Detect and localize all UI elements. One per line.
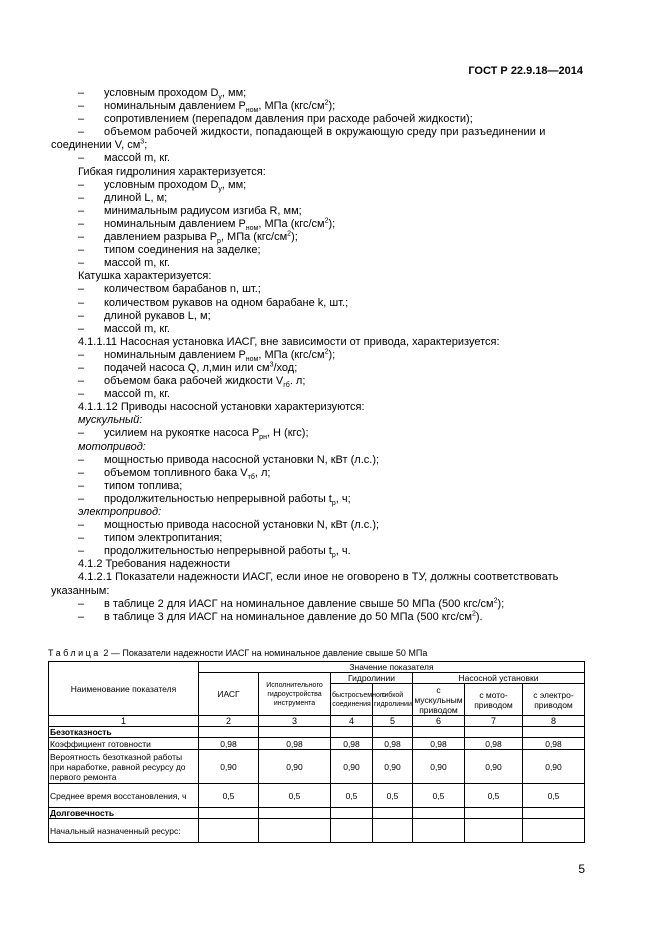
line-text: объемом бака рабочей жидкости V (104, 375, 284, 388)
cell: 0,90 (523, 750, 585, 784)
paragraph-line (78, 506, 584, 519)
subscript: у (218, 94, 222, 102)
cell: 0,98 (413, 738, 465, 750)
header-pump: Насосной установки (413, 673, 585, 684)
table-caption (48, 648, 427, 658)
cell: 0,98 (199, 738, 259, 750)
line-text: массой m, кг. (104, 257, 170, 270)
line-text: соединении V, см (51, 139, 141, 152)
header-value: Значение показателя (199, 662, 585, 673)
superscript: 2 (471, 610, 476, 618)
list-item (78, 113, 584, 126)
header-quick-coupling: быстросъемного соединения (331, 684, 373, 716)
cell: 0,90 (413, 750, 465, 784)
line-tail: ). (475, 610, 483, 623)
dash-marker: – (78, 388, 85, 401)
col-num: 1 (49, 716, 199, 727)
header-motor: с мото-приводом (465, 684, 523, 716)
list-item (78, 192, 584, 205)
superscript: 3 (269, 361, 274, 369)
table-caption-text: — Показатели надежности ИАСГ на номинальное давление свыше 50 МПа (110, 648, 428, 658)
paragraph-line (78, 270, 584, 283)
header-electric: с электро-приводом (523, 684, 585, 716)
line-text: условным проходом D (104, 178, 219, 191)
line-text: типом электропитания; (104, 532, 223, 545)
header-muscle: с мускульным приводом (414, 684, 463, 715)
document-body (51, 87, 584, 624)
dash-marker: – (78, 545, 85, 558)
superscript: 2 (324, 99, 329, 107)
line-tail: ); (497, 597, 505, 610)
list-item (78, 598, 584, 611)
line-text: количеством барабанов n, шт.; (104, 283, 261, 296)
list-item (78, 218, 584, 231)
cell: 0,90 (259, 750, 331, 784)
list-item (78, 310, 584, 323)
list-item (78, 454, 584, 467)
line-tail: . л; (289, 375, 306, 388)
dash-marker: – (78, 361, 85, 374)
line-text: в таблице 2 для ИАСГ на номинальное давление свыше 50 МПа (500 кгс/см (104, 597, 494, 610)
row-label: Начальный назначенный ресурс: (49, 819, 199, 843)
line-tail: , мм; (221, 87, 247, 99)
line-text: мощностью привода насосной установки N, кВт (л.с.); (104, 453, 380, 466)
dash-marker: – (78, 348, 85, 361)
line-text: в таблице 3 для ИАСГ на номинальное давление до 50 МПа (500 кгс/см (104, 610, 472, 623)
header-iasg: ИАСГ (199, 673, 259, 716)
list-item (78, 297, 584, 310)
line-text: типом соединения на заделке; (104, 244, 261, 257)
line-text: сопротивлением (перепадом давления при расходе рабочей жидкости); (104, 113, 473, 126)
dash-marker: – (78, 492, 85, 505)
page-number: 5 (578, 862, 585, 876)
subscript: тб (247, 473, 255, 481)
dash-marker: – (78, 244, 85, 257)
dash-marker: – (78, 152, 85, 165)
cell: 0,5 (523, 784, 585, 808)
line-text: номинальным давлением Р (104, 100, 246, 113)
list-item (78, 283, 584, 296)
line-text: указанным: (51, 584, 110, 597)
line-text: 4.1.1.11 Насосная установка ИАСГ, вне зависимости от привода, характеризуется: (78, 335, 500, 348)
list-item (78, 231, 584, 244)
col-num: 3 (259, 716, 331, 727)
line-text: мускульный: (78, 414, 143, 427)
subscript: ном (245, 225, 259, 233)
subscript: р (331, 552, 336, 560)
row-label: Коэффициент готовности (49, 738, 199, 750)
list-item (78, 257, 584, 270)
table-row (49, 750, 585, 784)
document-header: ГОСТ Р 22.9.18—2014 (468, 65, 583, 77)
line-tail: , МПа (кгс/см (220, 231, 288, 244)
row-label: Вероятность безотказной работы при наработке, равной ресурсу до первого ремонта (49, 750, 199, 784)
list-item (78, 388, 584, 401)
line-text: номинальным давлением Р (104, 217, 246, 230)
superscript: 2 (287, 230, 292, 238)
table-caption-number: 2 (103, 648, 109, 658)
header-name: Наименование показателя (49, 662, 199, 716)
table-row (49, 819, 585, 843)
subscript: ном (245, 107, 259, 115)
dash-marker: – (78, 178, 85, 191)
paragraph-line (51, 585, 584, 598)
header-flex-line: гибкой гидролинии (373, 684, 413, 716)
line-text: минимальным радиусом изгиба R, мм; (104, 204, 302, 217)
superscript: 2 (324, 348, 329, 356)
cell: 0,98 (331, 738, 373, 750)
line-tail: , ч; (335, 492, 351, 505)
cell: 0,98 (465, 738, 523, 750)
cell: 0,90 (331, 750, 373, 784)
subscript: рн (259, 434, 267, 442)
paragraph-line (51, 139, 584, 152)
list-item (78, 87, 584, 100)
line-tail: , Н (кгс); (266, 427, 309, 440)
col-num: 2 (199, 716, 259, 727)
list-item (78, 205, 584, 218)
list-item (78, 100, 584, 113)
superscript: 3 (140, 138, 145, 146)
list-item (78, 323, 584, 336)
col-num: 4 (331, 716, 373, 727)
list-item (78, 545, 584, 558)
dash-marker: – (78, 113, 85, 126)
dash-marker: – (78, 257, 85, 270)
dash-marker: – (78, 191, 85, 204)
line-tail: /ход; (273, 361, 298, 374)
line-text: 4.1.2.1 Показатели надежности ИАСГ, если иное не оговорено в ТУ, должны соответствовать (78, 571, 559, 584)
line-text: Катушка характеризуется: (78, 270, 212, 283)
paragraph-line (78, 401, 584, 414)
paragraph-line (78, 441, 584, 454)
line-text: количеством рукавов на одном барабане k, шт.; (104, 296, 349, 309)
line-tail: , л; (254, 466, 271, 479)
list-item (78, 362, 584, 375)
line-text: давлением разрыва Р (104, 231, 218, 244)
line-text: объемом топливного бака V (104, 466, 248, 479)
cell: 0,98 (373, 738, 413, 750)
dash-marker: – (78, 283, 85, 296)
row-label: Среднее время восстановления, ч (49, 784, 199, 808)
table-row (49, 738, 585, 750)
list-item (78, 532, 584, 545)
dash-marker: – (78, 427, 85, 440)
line-text: длиной рукавов L, м; (104, 309, 211, 322)
list-item (78, 179, 584, 192)
superscript: 2 (493, 597, 498, 604)
line-text: массой m, кг. (104, 152, 170, 165)
line-text: 4.1.2 Требования надежности (78, 558, 231, 571)
line-tail: ; (144, 139, 148, 152)
line-text: условным проходом D (104, 87, 219, 99)
line-text: усилием на рукоятке насоса Р (104, 427, 260, 440)
paragraph-line (78, 558, 584, 571)
dash-marker: – (78, 126, 85, 139)
line-text: объемом рабочей жидкости, попадающей в окружающую среду при разъединении и (104, 126, 546, 139)
line-tail: ); (291, 231, 298, 244)
list-item (78, 480, 584, 493)
line-text: мощностью привода насосной установки N, кВт (л.с.); (104, 519, 380, 532)
line-tail: , ч. (335, 545, 351, 558)
dash-marker: – (78, 453, 85, 466)
column-numbers-row (49, 716, 585, 727)
dash-marker: – (78, 100, 85, 113)
cell: 0,90 (199, 750, 259, 784)
cell: 0,5 (373, 784, 413, 808)
dash-marker: – (78, 231, 85, 244)
line-tail: ); (328, 217, 336, 230)
cell: 0,90 (373, 750, 413, 784)
line-tail: ); (328, 348, 336, 361)
line-text: 4.1.1.12 Приводы насосной установки характеризуются: (78, 401, 365, 414)
line-text: массой m, кг. (104, 322, 170, 335)
line-text: подачей насоса Q, л,мин или см (104, 361, 270, 374)
list-item (78, 493, 584, 506)
dash-marker: – (78, 532, 85, 545)
subscript: гб (283, 382, 290, 390)
cell: 0,5 (413, 784, 465, 808)
line-text: типом топлива; (104, 479, 183, 492)
dash-marker: – (78, 597, 85, 610)
line-tail: , МПа (кгс/см (258, 100, 325, 113)
list-item (78, 611, 584, 624)
list-item (78, 349, 584, 362)
dash-marker: – (78, 309, 85, 322)
line-text: продолжительностью непрерывной работы t (104, 545, 332, 558)
dash-marker: – (78, 519, 85, 532)
line-tail: ); (328, 100, 336, 113)
list-item (78, 375, 584, 388)
line-text: массой m, кг. (104, 388, 170, 401)
list-item (78, 519, 584, 532)
subscript: у (218, 185, 222, 193)
cell: 0,90 (465, 750, 523, 784)
dash-marker: – (78, 466, 85, 479)
superscript: 2 (324, 217, 329, 225)
col-num: 7 (465, 716, 523, 727)
line-text: номинальным давлением Р (104, 348, 246, 361)
table-row (49, 784, 585, 808)
line-text: Гибкая гидролиния характеризуется: (78, 165, 266, 178)
line-text: продолжительностью непрерывной работы t (104, 492, 332, 505)
reliability-table (48, 661, 585, 843)
dash-marker: – (78, 322, 85, 335)
paragraph-line (78, 166, 584, 179)
col-num: 8 (523, 716, 585, 727)
dash-marker: – (78, 87, 85, 99)
table-caption-word: Таблица (48, 648, 101, 658)
cell: 0,98 (259, 738, 331, 750)
subscript: р (217, 238, 221, 246)
dash-marker: – (78, 204, 85, 217)
cell: 0,5 (259, 784, 331, 808)
line-tail: , МПа (кгс/см (258, 217, 325, 230)
section-durability: Долговечность (49, 808, 199, 819)
line-text: мотопривод: (78, 440, 146, 453)
header-tool: Исполнительного гидроустройства инструмента (259, 673, 331, 716)
line-text: электропривод: (78, 506, 162, 518)
list-item (78, 244, 584, 257)
dash-marker: – (78, 375, 85, 388)
col-num: 5 (373, 716, 413, 727)
dash-marker: – (78, 479, 85, 492)
paragraph-line (78, 571, 584, 584)
line-text: длиной L, м; (104, 191, 168, 204)
list-item (78, 152, 584, 165)
paragraph-line (78, 336, 584, 349)
paragraph-line (78, 414, 584, 427)
list-item (78, 126, 584, 139)
cell: 0,5 (465, 784, 523, 808)
line-tail: , МПа (кгс/см (258, 348, 325, 361)
dash-marker: – (78, 217, 85, 230)
list-item (78, 467, 584, 480)
dash-marker: – (78, 296, 85, 309)
col-num: 6 (413, 716, 465, 727)
line-tail: , мм; (221, 178, 247, 191)
header-hydrolines: Гидролинии (331, 673, 413, 684)
subscript: р (331, 500, 336, 508)
list-item (78, 427, 584, 440)
dash-marker: – (78, 610, 85, 623)
subscript: ном (245, 356, 259, 364)
cell: 0,98 (523, 738, 585, 750)
cell: 0,5 (331, 784, 373, 808)
section-reliability: Безотказность (49, 727, 199, 738)
cell: 0,5 (199, 784, 259, 808)
